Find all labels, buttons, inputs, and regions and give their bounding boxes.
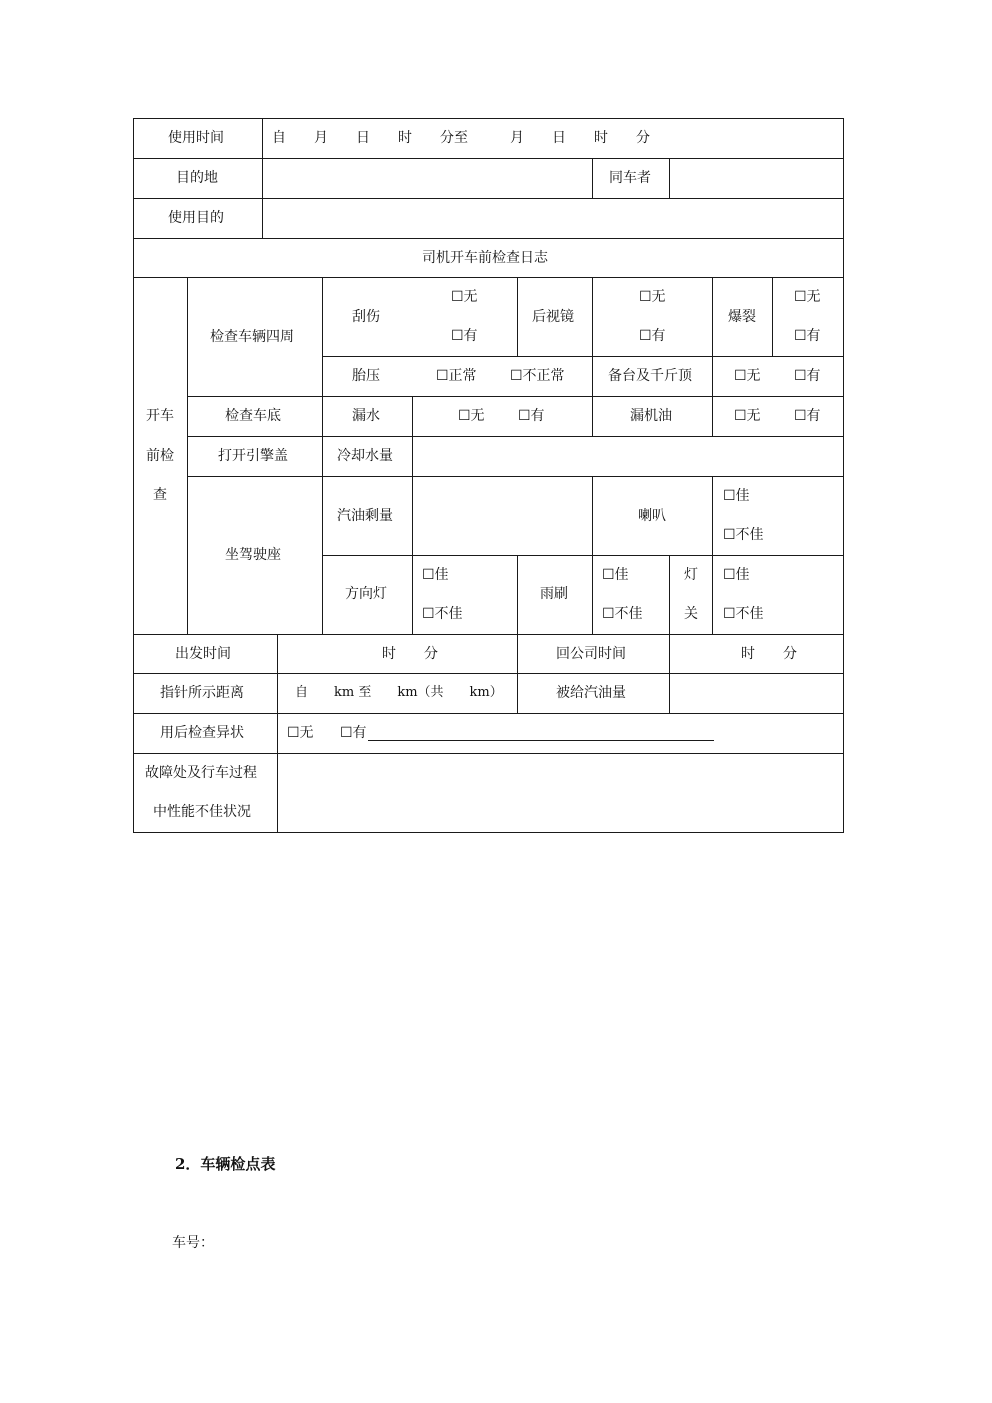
precheck-label-3: 查 [153, 487, 167, 503]
fault-field[interactable] [278, 754, 843, 832]
burst-none-checkbox[interactable]: ☐无 [794, 289, 821, 305]
water-leak-none-checkbox[interactable]: ☐无 [458, 408, 485, 424]
after-label: 用后检查异状 [160, 725, 244, 741]
after-detail-underline[interactable] [368, 740, 714, 741]
companion-field[interactable] [670, 159, 843, 198]
oil-leak-none-checkbox[interactable]: ☐无 [734, 408, 761, 424]
light-good-checkbox[interactable]: ☐佳 [723, 567, 750, 583]
coolant-label: 冷却水量 [337, 448, 393, 464]
spare-none-checkbox[interactable]: ☐无 [734, 368, 761, 384]
usage-time-value[interactable]: 自 月 日 时 分至 月 日 时 分 [272, 130, 650, 146]
light-bad-checkbox[interactable]: ☐不佳 [723, 606, 764, 622]
after-have-checkbox[interactable]: ☐有 [340, 725, 367, 741]
fuel-field[interactable] [413, 477, 592, 555]
mirror-label: 后视镜 [532, 309, 574, 325]
tire-abnormal-checkbox[interactable]: ☐不正常 [510, 368, 565, 384]
depart-label: 出发时间 [175, 646, 231, 662]
mirror-none-checkbox[interactable]: ☐无 [639, 289, 666, 305]
spare-label: 备台及千斤顶 [608, 368, 692, 384]
spare-have-checkbox[interactable]: ☐有 [794, 368, 821, 384]
wiper-label: 雨刷 [540, 586, 568, 602]
turn-signal-label: 方向灯 [345, 586, 387, 602]
depart-time-value[interactable]: 时 分 [382, 646, 438, 662]
precheck-label-2: 前检 [146, 448, 174, 464]
odometer-label: 指针所示距离 [160, 685, 244, 701]
underbody-label: 检查车底 [225, 408, 281, 424]
seat-label: 坐驾驶座 [225, 547, 281, 563]
light-label-2: 关 [684, 606, 698, 622]
fault-label-2: 中性能不佳状况 [153, 804, 251, 820]
return-label: 回公司时间 [556, 646, 626, 662]
fuel-label: 汽油剩量 [337, 508, 393, 524]
oil-leak-have-checkbox[interactable]: ☐有 [794, 408, 821, 424]
purpose-label: 使用目的 [168, 210, 224, 226]
water-leak-have-checkbox[interactable]: ☐有 [518, 408, 545, 424]
section-title: 2．车辆检点表 [175, 1155, 276, 1173]
usage-time-label: 使用时间 [168, 130, 224, 146]
return-time-value[interactable]: 时 分 [741, 646, 797, 662]
horn-good-checkbox[interactable]: ☐佳 [723, 488, 750, 504]
turn-bad-checkbox[interactable]: ☐不佳 [422, 606, 463, 622]
precheck-label-1: 开车 [146, 408, 174, 424]
refuel-field[interactable] [670, 674, 843, 713]
refuel-label: 被给汽油量 [556, 685, 626, 701]
fault-label-1: 故障处及行车过程 [145, 765, 257, 781]
coolant-field[interactable] [413, 437, 843, 476]
around-label: 检查车辆四周 [210, 329, 294, 345]
destination-field[interactable] [263, 159, 592, 198]
tire-label: 胎压 [352, 368, 380, 384]
engine-label: 打开引擎盖 [218, 448, 288, 464]
horn-label: 喇叭 [638, 508, 666, 524]
purpose-field[interactable] [263, 199, 843, 238]
wiper-bad-checkbox[interactable]: ☐不佳 [602, 606, 643, 622]
log-title: 司机开车前检查日志 [422, 250, 548, 266]
water-leak-label: 漏水 [352, 408, 380, 424]
burst-have-checkbox[interactable]: ☐有 [794, 328, 821, 344]
odometer-value[interactable]: 自 km 至 km（共 km） [295, 685, 503, 700]
light-label-1: 灯 [684, 567, 698, 583]
oil-leak-label: 漏机油 [630, 408, 672, 424]
plate-label: 车号： [172, 1235, 214, 1251]
companion-label: 同车者 [609, 170, 651, 186]
after-none-checkbox[interactable]: ☐无 [287, 725, 314, 741]
turn-good-checkbox[interactable]: ☐佳 [422, 567, 449, 583]
tire-normal-checkbox[interactable]: ☐正常 [436, 368, 477, 384]
wiper-good-checkbox[interactable]: ☐佳 [602, 567, 629, 583]
scratch-label: 刮伤 [352, 309, 380, 325]
horn-bad-checkbox[interactable]: ☐不佳 [723, 527, 764, 543]
destination-label: 目的地 [176, 170, 218, 186]
mirror-have-checkbox[interactable]: ☐有 [639, 328, 666, 344]
burst-label: 爆裂 [728, 309, 756, 325]
scratch-none-checkbox[interactable]: ☐无 [451, 289, 478, 305]
scratch-have-checkbox[interactable]: ☐有 [451, 328, 478, 344]
